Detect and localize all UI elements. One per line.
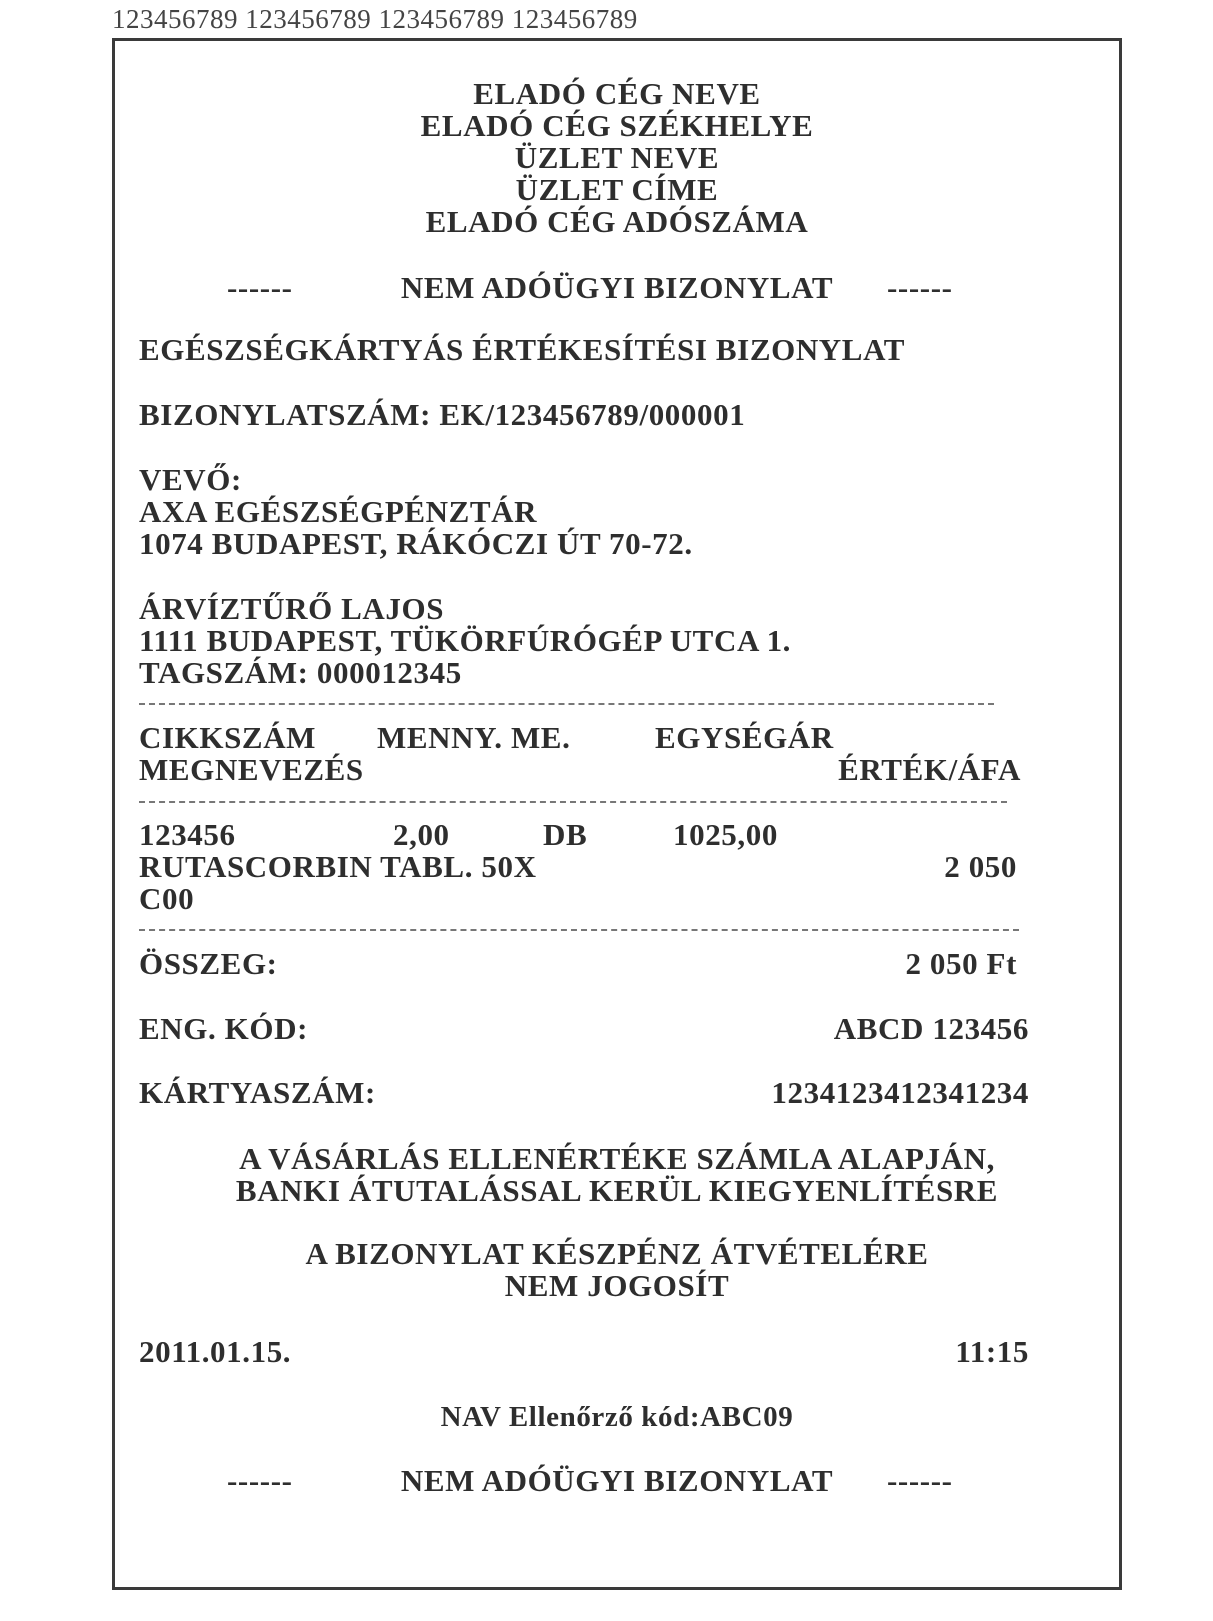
buyer-name: AXA EGÉSZSÉGPÉNZTÁR xyxy=(139,494,538,529)
cash-note-line1: A BIZONYLAT KÉSZPÉNZ ÁTVÉTELÉRE xyxy=(305,1236,929,1271)
member-address: 1111 BUDAPEST, TÜKÖRFÚRÓGÉP UTCA 1. xyxy=(139,623,792,658)
member-name: ÁRVÍZTŰRŐ LAJOS xyxy=(139,591,445,626)
banner-top: NEM ADÓÜGYI BIZONYLAT xyxy=(400,270,834,305)
seller-tax-number: ELADÓ CÉG ADÓSZÁMA xyxy=(425,204,809,239)
banner-dashes-left: ------ xyxy=(227,1463,293,1498)
item-vat-code: C00 xyxy=(139,881,195,916)
total-label: ÖSSZEG: xyxy=(139,946,278,981)
buyer-address: 1074 BUDAPEST, RÁKÓCZI ÚT 70-72. xyxy=(139,526,693,561)
approval-code-label: ENG. KÓD: xyxy=(139,1011,309,1046)
divider xyxy=(139,801,1007,803)
buyer-label: VEVŐ: xyxy=(139,462,242,497)
cash-note-line2: NEM JOGOSÍT xyxy=(504,1268,730,1303)
card-number-value: 1234123412341234 xyxy=(771,1075,1029,1110)
divider xyxy=(139,703,994,705)
document-type: EGÉSZSÉGKÁRTYÁS ÉRTÉKESÍTÉSI BIZONYLAT xyxy=(139,332,906,367)
banner-dashes-right: ------ xyxy=(887,1463,953,1498)
shop-address: ÜZLET CÍME xyxy=(515,172,719,207)
column-header-name: MEGNEVEZÉS xyxy=(139,752,364,787)
banner-dashes-left: ------ xyxy=(227,270,293,305)
document-number: BIZONYLATSZÁM: EK/123456789/000001 xyxy=(139,397,746,432)
nav-control-code: NAV Ellenőrző kód:ABC09 xyxy=(440,1401,794,1433)
payment-note-line2: BANKI ÁTUTALÁSSAL KERÜL KIEGYENLÍTÉSRE xyxy=(235,1173,999,1208)
shop-name: ÜZLET NEVE xyxy=(514,140,720,175)
banner-dashes-right: ------ xyxy=(887,270,953,305)
seller-name: ELADÓ CÉG NEVE xyxy=(473,76,761,111)
column-header-quantity: MENNY. ME. xyxy=(377,720,571,755)
item-unit: DB xyxy=(543,817,588,852)
member-number: TAGSZÁM: 000012345 xyxy=(139,655,462,690)
card-number-label: KÁRTYASZÁM: xyxy=(139,1075,376,1110)
column-header-code: CIKKSZÁM xyxy=(139,720,317,755)
item-code: 123456 xyxy=(139,817,236,852)
seller-seat: ELADÓ CÉG SZÉKHELYE xyxy=(420,108,814,143)
item-value: 2 050 xyxy=(944,849,1017,884)
item-name: RUTASCORBIN TABL. 50X xyxy=(139,849,537,884)
payment-note-line1: A VÁSÁRLÁS ELLENÉRTÉKE SZÁMLA ALAPJÁN, xyxy=(239,1141,995,1176)
divider xyxy=(139,929,1019,931)
banner-bottom: NEM ADÓÜGYI BIZONYLAT xyxy=(400,1463,834,1498)
item-quantity: 2,00 xyxy=(393,817,450,852)
receipt-time: 11:15 xyxy=(955,1334,1029,1369)
column-ruler: 123456789 123456789 123456789 123456789 xyxy=(112,4,638,34)
approval-code-value: ABCD 123456 xyxy=(833,1011,1029,1046)
receipt xyxy=(112,38,1122,1590)
item-unit-price: 1025,00 xyxy=(673,817,778,852)
column-header-value-vat: ÉRTÉK/ÁFA xyxy=(838,752,1021,787)
total-value: 2 050 Ft xyxy=(905,946,1017,981)
column-header-unit-price: EGYSÉGÁR xyxy=(655,720,834,755)
receipt-date: 2011.01.15. xyxy=(139,1334,292,1369)
